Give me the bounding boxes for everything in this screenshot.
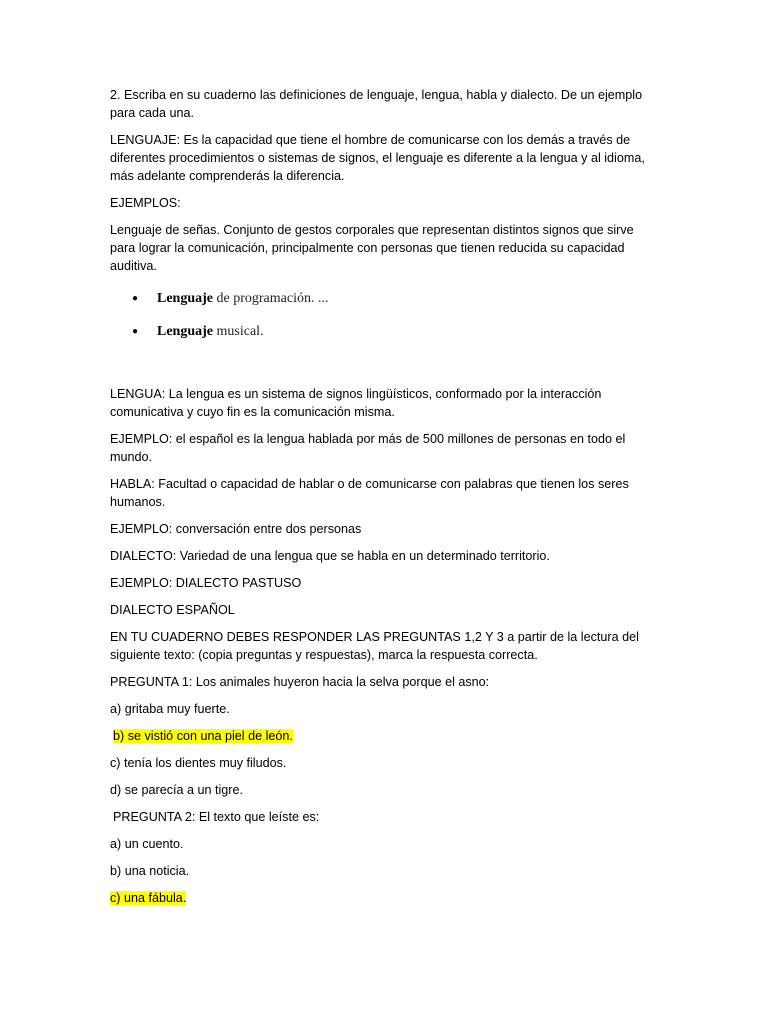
question-2-option-c-wrap — [110, 889, 658, 907]
question-1-option-a: a) gritaba muy fuerte. — [110, 702, 230, 716]
dialecto-definition: DIALECTO: Variedad de una lengua que se habla en un determinado territorio. — [110, 549, 550, 563]
question-2-option-a: a) un cuento. — [110, 837, 184, 851]
list-item — [110, 322, 658, 341]
lenguaje-definition: LENGUAJE: Es la capacidad que tiene el hombre de comunicarse con los demás a través de diferentes procedimientos o sistemas de signos, el lenguaje es diferente a la lengua y al idioma, más adelante comprenderás la diferencia. — [110, 133, 645, 183]
dialecto-example: EJEMPLO: DIALECTO PASTUSO — [110, 576, 302, 590]
bullet-text: de programación. ... — [213, 291, 329, 306]
bullet-icon: ● — [132, 293, 139, 304]
bullet-bold-term: Lenguaje — [157, 291, 213, 306]
question-1-option-c: c) tenía los dientes muy filudos. — [110, 756, 287, 770]
habla-definition: HABLA: Facultad o capacidad de hablar o de comunicarse con palabras que tienen los seres humanos. — [110, 477, 629, 509]
question-2-option-b: b) una noticia. — [110, 864, 190, 878]
document-body — [110, 86, 658, 916]
question-1-option-b-highlighted: b) se vistió con una piel de león. — [113, 729, 293, 743]
lengua-example: EJEMPLO: el español es la lengua hablada por más de 500 millones de personas en todo el mundo. — [110, 432, 626, 464]
dialecto-espanol: DIALECTO ESPAÑOL — [110, 603, 235, 617]
question-1-option-b-wrap — [110, 727, 658, 745]
ejemplos-heading: EJEMPLOS: — [110, 196, 181, 210]
question-2: PREGUNTA 2: El texto que leíste es: — [113, 810, 320, 824]
question-1-option-d: d) se parecía a un tigre. — [110, 783, 244, 797]
habla-example: EJEMPLO: conversación entre dos personas — [110, 522, 362, 536]
lengua-definition: LENGUA: La lengua es un sistema de signos lingüísticos, conformado por la interacción comunicativa y cuyo fin es la comunicación misma. — [110, 387, 602, 419]
intro-paragraph: 2. Escriba en su cuaderno las definiciones de lenguaje, lengua, habla y dialecto. De un ejemplo para cada una. — [110, 88, 643, 120]
instruction-paragraph: EN TU CUADERNO DEBES RESPONDER LAS PREGUNTAS 1,2 Y 3 a partir de la lectura del siguiente texto: (copia preguntas y respuestas), marca la respuesta correcta. — [110, 630, 639, 662]
bullet-text: musical. — [213, 324, 264, 339]
bullet-bold-term: Lenguaje — [157, 324, 213, 339]
list-item — [110, 289, 658, 308]
lenguaje-senas-paragraph: Lenguaje de señas. Conjunto de gestos corporales que representan distintos signos que sirve para lograr la comunicación, principalmente con personas que tienen reducida su capacidad auditiva. — [110, 223, 634, 273]
examples-list — [110, 289, 658, 341]
question-1: PREGUNTA 1: Los animales huyeron hacia la selva porque el asno: — [110, 675, 490, 689]
bullet-icon: ● — [132, 326, 139, 337]
question-2-option-c-highlighted: c) una fábula. — [110, 891, 187, 905]
